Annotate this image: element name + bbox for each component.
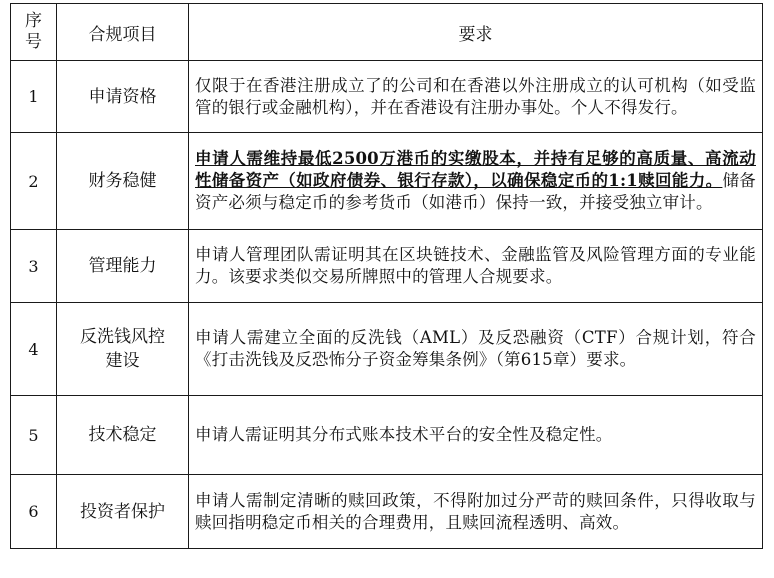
table-row (11, 61, 763, 133)
table-row (11, 230, 763, 303)
row-item: 申请资格 (57, 61, 189, 133)
row-index: 3 (11, 230, 57, 303)
row-item: 技术稳定 (57, 396, 189, 475)
header-requirement: 要求 (189, 4, 763, 61)
requirement-emphasis: 申请人需维持最低2500万港币的实缴股本，并持有足够的高质量、高流动性储备资产（如政府债券、银行存款），以确保稳定币的1:1赎回能力。 (195, 149, 756, 190)
row-requirement: 申请人管理团队需证明其在区块链技术、金融监管及风险管理方面的专业能力。该要求类似交易所牌照中的管理人合规要求。 (189, 230, 763, 303)
table-row (11, 303, 763, 396)
compliance-requirements-table (10, 3, 763, 549)
table-header-row (11, 4, 763, 61)
row-item: 管理能力 (57, 230, 189, 303)
row-requirement: 申请人需证明其分布式账本技术平台的安全性及稳定性。 (189, 396, 763, 475)
row-index: 5 (11, 396, 57, 475)
row-index: 2 (11, 133, 57, 230)
row-index: 4 (11, 303, 57, 396)
row-index: 6 (11, 475, 57, 549)
row-requirement: 仅限于在香港注册成立了的公司和在香港以外注册成立的认可机构（如受监管的银行或金融机构），并在香港设有注册办事处。个人不得发行。 (189, 61, 763, 133)
compliance-table-container (10, 3, 762, 549)
requirement-rest: 储备资产必须与稳定币的参考货币（如港币）保持一致，并接受独立审计。 (195, 171, 756, 212)
header-item: 合规项目 (57, 4, 189, 61)
table-row (11, 133, 763, 230)
row-item: 财务稳健 (57, 133, 189, 230)
row-requirement (189, 133, 763, 230)
row-requirement: 申请人需制定清晰的赎回政策，不得附加过分严苛的赎回条件，只得收取与赎回指明稳定币相关的合理费用，且赎回流程透明、高效。 (189, 475, 763, 549)
row-item (57, 303, 189, 396)
header-index-line2: 号 (25, 32, 42, 52)
row-index: 1 (11, 61, 57, 133)
table-row (11, 396, 763, 475)
row-item-line1: 反洗钱风控 (80, 327, 165, 347)
row-requirement: 申请人需建立全面的反洗钱（AML）及反恐融资（CTF）合规计划，符合《打击洗钱及反恐怖分子资金筹集条例》（第615章）要求。 (189, 303, 763, 396)
header-index-line1: 序 (25, 11, 42, 31)
table-row (11, 475, 763, 549)
row-item-line2: 建设 (105, 351, 140, 371)
row-item: 投资者保护 (57, 475, 189, 549)
header-index (11, 4, 57, 61)
